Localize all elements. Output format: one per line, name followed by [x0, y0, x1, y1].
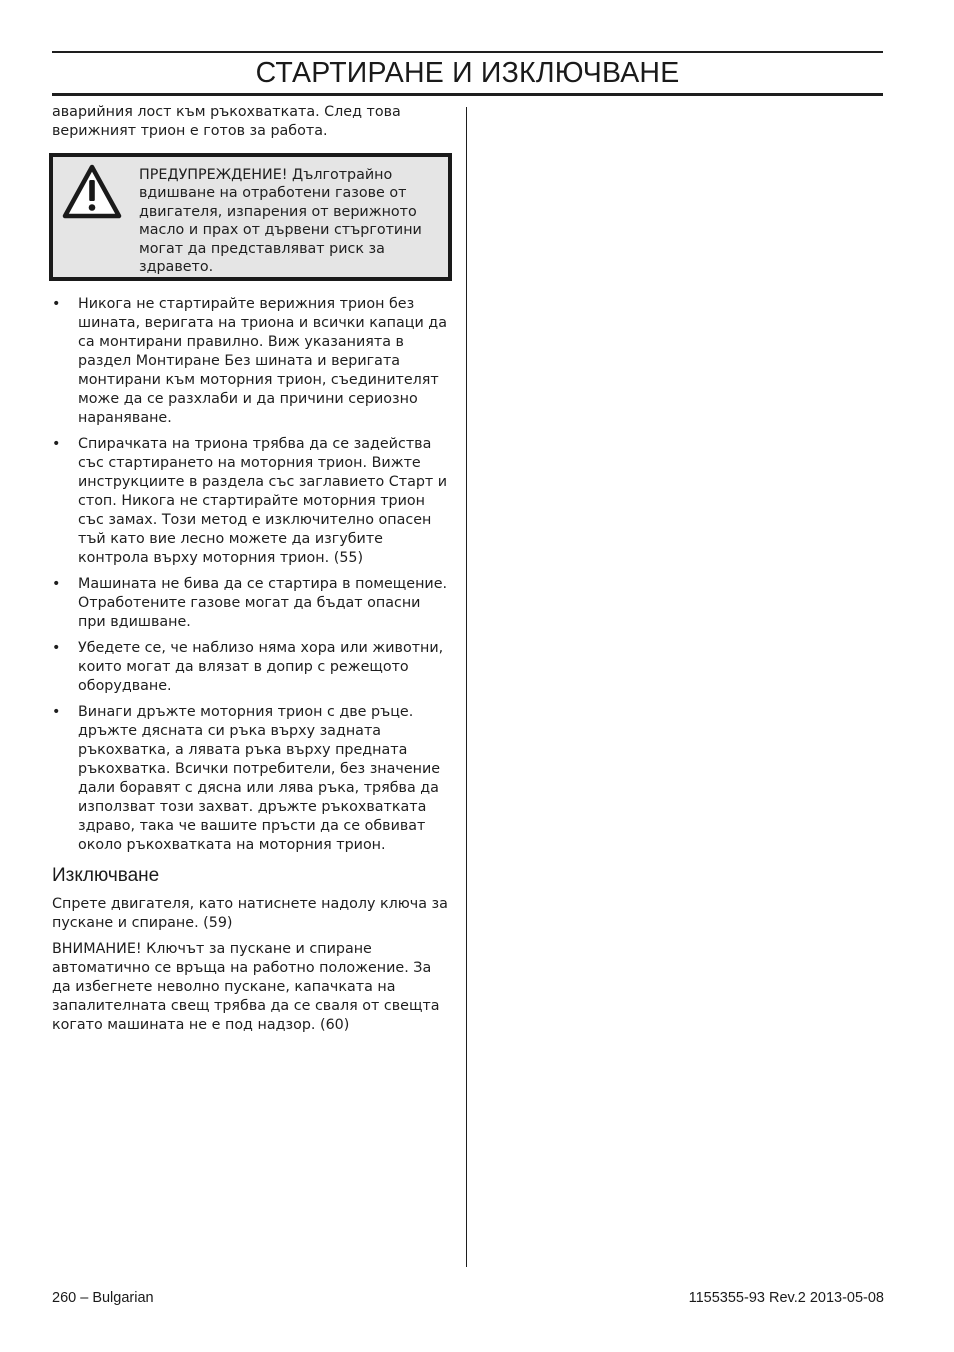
list-item-text: Машината не бива да се стартира в помещение. Отработените газове могат да бъдат опасни при вдишване.	[78, 576, 448, 630]
bullet-marker: •	[52, 576, 61, 592]
list-item-text: Убедете се, че наблизо няма хора или животни, които могат да влязат в допир с режещото оборудване.	[78, 640, 444, 694]
list-item-text: Никога не стартирайте верижния трион без шината, веригата на триона и всички капаци да са монтирани правилно. Виж указанията в раздел Монтиране Без шината и веригата монтирани към моторния трион, съединителят може да се разхлаби и да причини сериозно нараняване.	[78, 296, 447, 426]
list-item	[52, 575, 452, 632]
list-item	[52, 639, 452, 696]
warning-triangle-icon	[62, 164, 122, 220]
safety-bullet-list	[52, 295, 452, 855]
warning-box	[49, 153, 452, 281]
footer-page-number: 260 – Bulgarian	[52, 1290, 154, 1306]
bullet-marker: •	[52, 640, 61, 656]
list-item	[52, 703, 452, 855]
list-item-text: Винаги дръжте моторния трион с две ръце. дръжте дясната си ръка върху задната ръкохватка, а лявата ръка върху предната ръкохватка. Всички потребители, без значение дали боравят с дясна или лява ръка, трябва да използват този захват. дръжте ръкохватката здраво, така че вашите пръсти да се обвиват около ръкохватката на моторния трион.	[78, 704, 441, 853]
list-item	[52, 435, 452, 568]
page-title: СТАРТИРАНЕ И ИЗКЛЮЧВАНЕ	[255, 57, 680, 89]
list-item	[52, 295, 452, 428]
header-bottom-rule	[52, 93, 883, 96]
bullet-marker: •	[52, 704, 61, 720]
footer-document-id: 1155355-93 Rev.2 2013-05-08	[688, 1290, 884, 1306]
list-item-text: Спирачката на триона трябва да се задейства със стартирането на моторния трион. Вижте инструкциите в раздела със заглавието Старт и стоп. Никога не стартирайте моторния трион със замах. Този метод е изключително опасен тъй като вие лесно можете да изгубите контрола върху моторния трион. (55)	[78, 436, 448, 566]
section-paragraph-1: Спрете двигателя, като натиснете надолу ключа за пускане и спиране. (59)	[52, 896, 448, 931]
intro-paragraph: аварийния лост към ръкохватката. След това верижният трион е готов за работа.	[52, 104, 401, 139]
warning-text: ПРЕДУПРЕЖДЕНИЕ! Дълготрайно вдишване на отработени газове от двигателя, изпарения от верижното масло и прах от дървени стърготини могат да представляват риск за здравето.	[139, 167, 422, 276]
bullet-marker: •	[52, 296, 61, 312]
header-top-rule	[52, 51, 883, 53]
bullet-marker: •	[52, 436, 61, 452]
column-divider	[466, 107, 467, 1267]
left-column	[52, 103, 452, 1035]
section-paragraph-2: ВНИМАНИЕ! Ключът за пускане и спиране автоматично се връща на работно положение. За да избегнете неволно пускане, капачката на запалителната свещ трябва да се сваля от свещта когато машината не е под надзор. (60)	[52, 941, 440, 1033]
section-heading: Изключване	[52, 865, 160, 886]
